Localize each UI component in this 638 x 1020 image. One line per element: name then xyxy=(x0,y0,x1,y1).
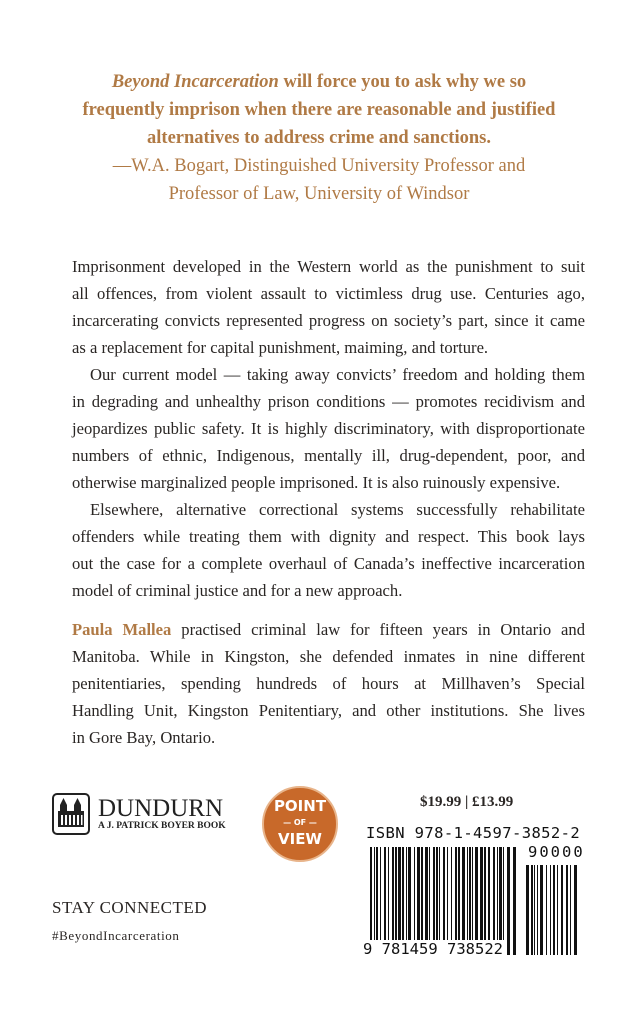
body-line: incarcerating convicts represented progress on society’s part, since it came xyxy=(72,311,585,330)
barcode-bar xyxy=(561,865,563,955)
barcode-bar xyxy=(398,847,401,955)
barcode-bar xyxy=(472,847,473,955)
body-line: numbers of ethnic, Indigenous, mentally ill, drug-dependent, poor, and xyxy=(72,446,585,465)
bio-line: Handling Unit, Kingston Penitentiary, and other institutions. She lives xyxy=(72,701,585,720)
barcode-bar xyxy=(425,847,428,955)
barcode-bar xyxy=(493,847,495,955)
body-line: Imprisonment developed in the Western world as the punishment to suit xyxy=(72,257,585,276)
barcode-bar xyxy=(455,847,457,955)
hashtag: #BeyondIncarceration xyxy=(52,928,180,943)
barcode-bar xyxy=(537,865,538,955)
bio-line: in Gore Bay, Ontario. xyxy=(72,728,216,747)
stay-connected-label: STAY CONNECTED xyxy=(52,898,208,917)
barcode-bar xyxy=(497,847,498,955)
barcode-bar xyxy=(546,865,547,955)
barcode-bar xyxy=(443,847,445,955)
barcode-bar xyxy=(484,847,486,955)
quote-line: frequently imprison when there are reasonable and justified xyxy=(82,100,556,120)
barcode-bar xyxy=(370,847,372,955)
publisher-name: DUNDURN xyxy=(98,795,223,822)
barcode-bar xyxy=(402,847,404,955)
barcode-bar xyxy=(467,847,468,955)
barcode-bar xyxy=(417,847,420,955)
barcode-bar xyxy=(513,847,516,955)
point-of-view-badge xyxy=(262,786,338,862)
barcode-bar xyxy=(550,865,551,955)
book-title: Beyond Incarceration xyxy=(111,72,279,92)
barcode-bar xyxy=(451,847,452,955)
barcode-bar xyxy=(458,847,460,955)
barcode-bar xyxy=(553,865,555,955)
body-line: all offences, from violent assault to victimless drug use. Centuries ago, xyxy=(72,284,585,303)
barcode-bar xyxy=(462,847,465,955)
badge-text: VIEW xyxy=(278,830,322,848)
publisher-logo xyxy=(52,793,226,835)
barcode-bar xyxy=(436,847,438,955)
barcode-bar xyxy=(469,847,471,955)
barcode-bar xyxy=(374,847,375,955)
badge-text: — OF — xyxy=(283,818,317,827)
body-line: Our current model — taking away convicts’ freedom and holding them xyxy=(90,365,585,384)
barcode-bar xyxy=(429,847,430,955)
quote-attribution: —W.A. Bogart, Distinguished University Professor and xyxy=(112,156,526,176)
barcode-bar xyxy=(447,847,448,955)
bio-line: penitentiaries, spending hundreds of hours at Millhaven’s Special xyxy=(72,674,585,693)
body-line: offenders while treating them with dignity and respect. This book lays xyxy=(72,527,585,546)
body-line: otherwise marginalized people imprisoned. It is also ruinously expensive. xyxy=(72,473,561,492)
addon-code: 90000 xyxy=(528,843,585,861)
bio-line xyxy=(72,620,585,640)
barcode-bar xyxy=(395,847,397,955)
barcode-bar xyxy=(480,847,483,955)
barcode-bar xyxy=(380,847,381,955)
barcode-bar xyxy=(503,847,504,955)
quote-attribution: Professor of Law, University of Windsor xyxy=(168,184,470,204)
barcode-bar xyxy=(439,847,440,955)
barcode-bar xyxy=(388,847,389,955)
barcode-bar xyxy=(534,865,535,955)
body-line: as a replacement for capital punishment, maiming, and torture. xyxy=(72,338,489,357)
barcode-bar xyxy=(488,847,490,955)
barcode-bar xyxy=(433,847,435,955)
barcode-bar xyxy=(566,865,568,955)
barcode-bar xyxy=(406,847,407,955)
body-line: out the case for a complete overhaul of Canada’s ineffective incarceration xyxy=(72,554,585,573)
barcode-bar xyxy=(557,865,558,955)
quote-line xyxy=(0,72,638,93)
barcode-bar xyxy=(376,847,378,955)
body-line: in degrading and unhealthy prison conditions — promotes recidivism and xyxy=(72,392,585,411)
isbn: ISBN 978-1-4597-3852-2 xyxy=(366,824,581,842)
barcode-bar xyxy=(392,847,394,955)
publisher-imprint: A J. PATRICK BOYER BOOK xyxy=(98,821,226,831)
barcode-bar xyxy=(531,865,533,955)
badge-text: POINT xyxy=(273,797,327,815)
barcode-bar xyxy=(507,847,510,955)
body-line: Elsewhere, alternative correctional systems successfully rehabilitate xyxy=(90,500,585,519)
barcode-bar xyxy=(570,865,571,955)
body-line: jeopardizes public safety. It is highly discriminatory, with disproportionate xyxy=(72,419,585,438)
barcode-bar xyxy=(540,865,543,955)
barcode-bar xyxy=(408,847,411,955)
barcode-bar xyxy=(526,865,529,955)
quote-line: alternatives to address crime and sanctions. xyxy=(147,128,491,148)
ean-number: 9 781459 738522 xyxy=(363,940,503,958)
barcode-bar xyxy=(475,847,478,955)
barcode-bar xyxy=(499,847,502,955)
body-line: model of criminal justice and for a new approach. xyxy=(72,581,403,600)
castle-icon xyxy=(52,793,90,835)
barcode-bar xyxy=(574,865,577,955)
quote-text: will force you to ask why we so xyxy=(278,72,527,92)
barcode-bar xyxy=(421,847,423,955)
bio-line: Manitoba. While in Kingston, she defended inmates in nine different xyxy=(72,647,585,666)
bio-text: practised criminal law for fifteen years in Ontario and xyxy=(171,620,585,639)
barcode-bar xyxy=(384,847,386,955)
price: $19.99 | £13.99 xyxy=(420,794,514,810)
barcode-bar xyxy=(414,847,415,955)
author-name: Paula Mallea xyxy=(72,620,172,639)
